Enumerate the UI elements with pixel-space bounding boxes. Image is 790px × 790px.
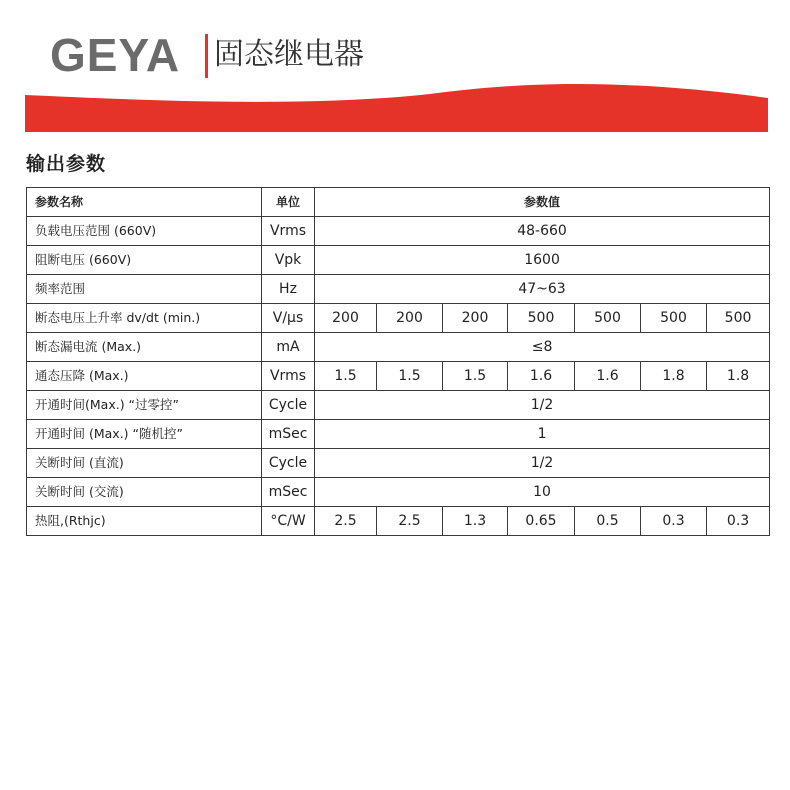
param-value: 1.3 bbox=[443, 507, 508, 536]
param-value: 10 bbox=[315, 478, 770, 507]
table-header-row bbox=[27, 188, 770, 217]
param-unit: Cycle bbox=[262, 391, 315, 420]
param-unit: V/μs bbox=[262, 304, 315, 333]
param-unit: Vrms bbox=[262, 362, 315, 391]
table-row bbox=[27, 217, 770, 246]
param-value: 0.3 bbox=[641, 507, 707, 536]
param-value: 200 bbox=[443, 304, 508, 333]
output-params-table bbox=[26, 187, 770, 536]
param-value: 1.5 bbox=[443, 362, 508, 391]
param-name: 关断时间 (交流) bbox=[27, 478, 262, 507]
param-unit: Cycle bbox=[262, 449, 315, 478]
param-unit: Vpk bbox=[262, 246, 315, 275]
table-row bbox=[27, 246, 770, 275]
param-value: 500 bbox=[641, 304, 707, 333]
param-value: 1.6 bbox=[508, 362, 575, 391]
param-name: 频率范围 bbox=[27, 275, 262, 304]
param-name: 负载电压范围 (660V) bbox=[27, 217, 262, 246]
table-row bbox=[27, 304, 770, 333]
table-body bbox=[27, 217, 770, 536]
param-unit: mSec bbox=[262, 478, 315, 507]
table-row bbox=[27, 362, 770, 391]
param-value: ≤8 bbox=[315, 333, 770, 362]
header-value: 参数值 bbox=[315, 188, 770, 217]
table-row bbox=[27, 449, 770, 478]
param-name: 热阻,(Rthjc) bbox=[27, 507, 262, 536]
param-value: 1.8 bbox=[707, 362, 770, 391]
header-name: 参数名称 bbox=[27, 188, 262, 217]
table-row bbox=[27, 507, 770, 536]
param-unit: mA bbox=[262, 333, 315, 362]
param-name: 断态漏电流 (Max.) bbox=[27, 333, 262, 362]
param-value: 48-660 bbox=[315, 217, 770, 246]
param-unit: °C/W bbox=[262, 507, 315, 536]
param-value: 1.6 bbox=[575, 362, 641, 391]
param-value: 2.5 bbox=[377, 507, 443, 536]
param-value: 1.5 bbox=[315, 362, 377, 391]
param-value: 0.5 bbox=[575, 507, 641, 536]
logo: GEYA bbox=[50, 29, 181, 81]
param-unit: mSec bbox=[262, 420, 315, 449]
param-value: 1.8 bbox=[641, 362, 707, 391]
param-value: 500 bbox=[575, 304, 641, 333]
table-row bbox=[27, 420, 770, 449]
param-value: 1/2 bbox=[315, 391, 770, 420]
param-value: 0.3 bbox=[707, 507, 770, 536]
param-name: 阻断电压 (660V) bbox=[27, 246, 262, 275]
param-name: 通态压降 (Max.) bbox=[27, 362, 262, 391]
param-value: 500 bbox=[508, 304, 575, 333]
section-title: 输出参数 bbox=[26, 153, 107, 175]
table-row bbox=[27, 275, 770, 304]
param-unit: Hz bbox=[262, 275, 315, 304]
param-value: 200 bbox=[377, 304, 443, 333]
param-value: 1 bbox=[315, 420, 770, 449]
param-name: 断态电压上升率 dv/dt (min.) bbox=[27, 304, 262, 333]
param-value: 47~63 bbox=[315, 275, 770, 304]
param-value: 1.5 bbox=[377, 362, 443, 391]
header bbox=[0, 0, 790, 140]
param-unit: Vrms bbox=[262, 217, 315, 246]
param-value: 200 bbox=[315, 304, 377, 333]
red-wave-banner bbox=[0, 80, 790, 135]
param-name: 开通时间(Max.) “过零控” bbox=[27, 391, 262, 420]
param-value: 1600 bbox=[315, 246, 770, 275]
param-value: 2.5 bbox=[315, 507, 377, 536]
table-row bbox=[27, 333, 770, 362]
param-name: 关断时间 (直流) bbox=[27, 449, 262, 478]
table-row bbox=[27, 391, 770, 420]
param-value: 500 bbox=[707, 304, 770, 333]
logo-tagline: 固态继电器 bbox=[214, 37, 364, 72]
header-unit: 单位 bbox=[262, 188, 315, 217]
param-value: 1/2 bbox=[315, 449, 770, 478]
param-name: 开通时间 (Max.) “随机控” bbox=[27, 420, 262, 449]
logo-divider bbox=[205, 34, 208, 78]
param-value: 0.65 bbox=[508, 507, 575, 536]
table-row bbox=[27, 478, 770, 507]
